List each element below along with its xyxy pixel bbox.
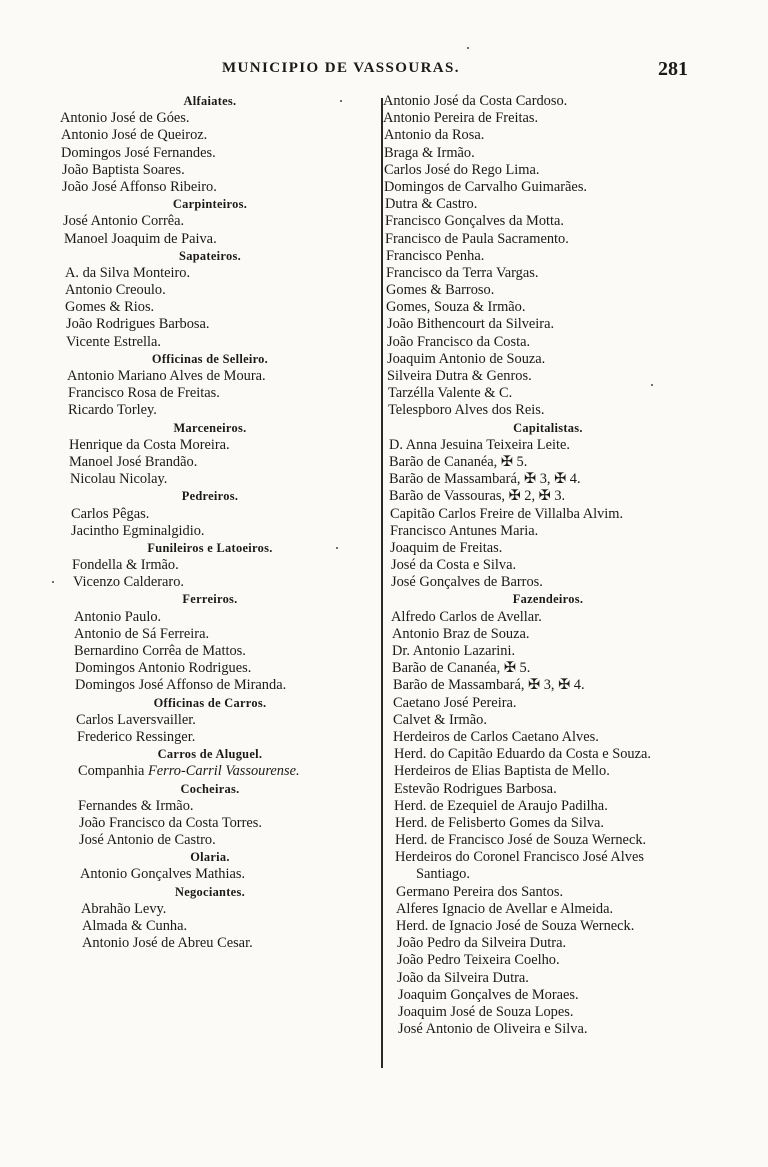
- list-item: A. da Silva Monteiro.: [65, 264, 191, 281]
- list-item: Joaquim Gonçalves de Moraes.: [398, 986, 579, 1003]
- list-item: Herdeiros de Elias Baptista de Mello.: [394, 763, 610, 780]
- section-heading: Pedreiros.: [181, 489, 239, 504]
- list-item: Antonio José de Góes.: [60, 110, 190, 127]
- left-column: [60, 93, 368, 952]
- list-item: Herd. de Felisberto Gomes da Silva.: [395, 814, 605, 831]
- list-item: Antonio Gonçalves Mathias.: [80, 866, 246, 883]
- page-title: MUNICIPIO DE VASSOURAS.: [222, 60, 460, 76]
- section-heading: Officinas de Carros.: [153, 695, 267, 710]
- list-item: Herdeiros de Carlos Caetano Alves.: [393, 728, 599, 745]
- list-item: Capitão Carlos Freire de Villalba Alvim.: [390, 505, 624, 522]
- list-item: Dutra & Castro.: [385, 196, 478, 213]
- list-item: Germano Pereira dos Santos.: [396, 883, 564, 900]
- list-item: Francisco de Paula Sacramento.: [385, 230, 569, 247]
- list-item: José Antonio de Oliveira e Silva.: [398, 1021, 588, 1038]
- list-item: Antonio José de Queiroz.: [61, 127, 208, 144]
- right-column: [383, 93, 723, 1038]
- list-item: Braga & Irmão.: [384, 144, 475, 161]
- list-item: Dr. Antonio Lazarini.: [392, 643, 516, 659]
- list-item: Domingos Antonio Rodrigues.: [75, 660, 252, 677]
- list-item: Manoel Joaquim de Paiva.: [64, 230, 217, 247]
- list-item: João Baptista Soares.: [62, 161, 185, 178]
- list-item: Domingos José Fernandes.: [61, 144, 216, 161]
- list-item: Joaquim Antonio de Souza.: [387, 350, 546, 367]
- list-item: Francisco Gonçalves da Motta.: [385, 213, 565, 230]
- list-item: Antonio de Sá Ferreira.: [74, 625, 210, 642]
- list-item: Almada & Cunha.: [82, 918, 188, 934]
- list-item: Caetano José Pereira.: [393, 694, 517, 711]
- list-item: Antonio Mariano Alves de Moura.: [67, 368, 266, 384]
- list-item: Alfredo Carlos de Avellar.: [391, 608, 542, 625]
- list-item: José Antonio de Castro.: [79, 832, 216, 849]
- list-item: João Rodrigues Barbosa.: [66, 316, 210, 333]
- section-heading: Cocheiras.: [180, 781, 240, 796]
- list-item: Estevão Rodrigues Barbosa.: [394, 780, 557, 797]
- list-item: Santiago.: [416, 866, 470, 883]
- print-speck: [336, 547, 338, 549]
- list-item: Francisco da Terra Vargas.: [386, 264, 539, 281]
- list-item: Antonio Pereira de Freitas.: [383, 110, 539, 127]
- list-item: João da Silveira Dutra.: [397, 969, 529, 986]
- list-item: Carlos Laversvailler.: [76, 711, 196, 728]
- print-speck: [467, 47, 469, 49]
- list-item: Nicolau Nicolay.: [70, 471, 168, 488]
- list-item: Jacintho Egminalgidio.: [71, 522, 205, 539]
- list-item: Francisco Antunes Maria.: [390, 522, 539, 539]
- list-item: [60, 763, 368, 780]
- section-heading: Officinas de Selleiro.: [151, 351, 269, 366]
- list-item: Vicenzo Calderaro.: [73, 574, 185, 591]
- section-heading: Marceneiros.: [173, 420, 247, 435]
- list-item: Joaquim de Freitas.: [390, 539, 503, 556]
- list-item: Telespboro Alves dos Reis.: [388, 402, 545, 419]
- list-item: Vicente Estrella.: [66, 333, 162, 350]
- list-item: Frederico Ressinger.: [77, 728, 196, 745]
- list-item: Antonio Braz de Souza.: [392, 625, 530, 642]
- list-item: João Pedro Teixeira Coelho.: [397, 952, 560, 969]
- list-item: Antonio da Rosa.: [384, 127, 485, 144]
- list-item: Gomes & Rios.: [65, 299, 155, 316]
- list-item: Herdeiros do Coronel Francisco José Alves: [395, 849, 644, 866]
- section-heading: Funileiros e Latoeiros.: [147, 540, 273, 555]
- list-item: Barão de Massambará, ✠ 3, ✠ 4.: [389, 471, 581, 488]
- print-speck: [340, 100, 342, 102]
- list-item: Domingos José Affonso de Miranda.: [75, 677, 287, 694]
- list-item: João Pedro da Silveira Dutra.: [397, 935, 567, 952]
- print-speck: [651, 384, 653, 386]
- section-heading: Ferreiros.: [182, 592, 238, 607]
- list-item: Ricardo Torley.: [68, 402, 157, 419]
- list-item: Abrahão Levy.: [81, 900, 167, 917]
- print-speck: [52, 581, 54, 583]
- list-item: João Francisco da Costa Torres.: [79, 814, 262, 831]
- page-number: 281: [658, 58, 688, 80]
- list-item: Antonio Paulo.: [74, 608, 162, 625]
- list-item: Herd. de Ignacio José de Souza Werneck.: [396, 918, 635, 934]
- list-item: Gomes, Souza & Irmão.: [386, 299, 526, 316]
- list-item: João Francisco da Costa.: [387, 333, 531, 350]
- list-item: Henrique da Costa Moreira.: [69, 436, 230, 453]
- list-item: Barão de Cananéa, ✠ 5.: [389, 453, 528, 470]
- list-item: Barão de Massambará, ✠ 3, ✠ 4.: [393, 677, 585, 694]
- list-item: D. Anna Jesuina Teixeira Leite.: [389, 436, 570, 453]
- list-item: Gomes & Barroso.: [386, 282, 495, 299]
- list-item: Alferes Ignacio de Avellar e Almeida.: [396, 900, 614, 917]
- list-item: Fernandes & Irmão.: [78, 797, 194, 814]
- list-item: Barão de Cananéa, ✠ 5.: [392, 660, 531, 677]
- list-item: Antonio Creoulo.: [65, 282, 166, 299]
- section-heading: Carros de Aluguel.: [157, 747, 263, 762]
- list-item: Joaquim José de Souza Lopes.: [398, 1003, 574, 1020]
- list-item: Fondella & Irmão.: [72, 557, 179, 574]
- list-item: Herd. de Francisco José de Souza Werneck.: [395, 832, 647, 849]
- list-item: Bernardino Corrêa de Mattos.: [74, 643, 246, 659]
- list-item: Barão de Vassouras, ✠ 2, ✠ 3.: [389, 488, 566, 505]
- list-item: Tarzélla Valente & C.: [388, 385, 513, 402]
- list-item: Carlos Pêgas.: [71, 505, 150, 522]
- entry-prefix: Companhia: [78, 763, 148, 780]
- section-heading: Capitalistas.: [513, 420, 583, 435]
- list-item: João Bithencourt da Silveira.: [387, 316, 555, 333]
- entry-italic: Ferro-Carril Vassourense.: [147, 763, 300, 780]
- list-item: Domingos de Carvalho Guimarães.: [384, 178, 588, 195]
- list-item: João José Affonso Ribeiro.: [62, 178, 217, 195]
- list-item: Herd. do Capitão Eduardo da Costa e Souza.: [394, 746, 651, 763]
- list-item: Carlos José do Rego Lima.: [384, 161, 540, 178]
- section-heading: Negociantes.: [174, 884, 245, 899]
- section-heading: Sapateiros.: [179, 248, 241, 263]
- list-item: Herd. de Ezequiel de Araujo Padilha.: [394, 797, 608, 814]
- list-item: Antonio José de Abreu Cesar.: [82, 935, 253, 952]
- section-heading: Olaria.: [190, 850, 230, 865]
- list-item: Calvet & Irmão.: [393, 711, 487, 728]
- section-heading: Fazendeiros.: [512, 592, 584, 607]
- list-item: José Antonio Corrêa.: [63, 213, 185, 230]
- section-heading: Carpinteiros.: [172, 197, 248, 212]
- list-item: José Gonçalves de Barros.: [391, 574, 543, 591]
- list-item: Francisco Penha.: [386, 247, 485, 264]
- list-item: José da Costa e Silva.: [391, 557, 517, 574]
- section-heading: Alfaiates.: [183, 94, 237, 108]
- list-item: Francisco Rosa de Freitas.: [68, 385, 220, 402]
- list-item: Silveira Dutra & Genros.: [387, 368, 532, 384]
- list-item: Manoel José Brandão.: [69, 453, 198, 470]
- list-item: Antonio José da Costa Cardoso.: [383, 93, 568, 109]
